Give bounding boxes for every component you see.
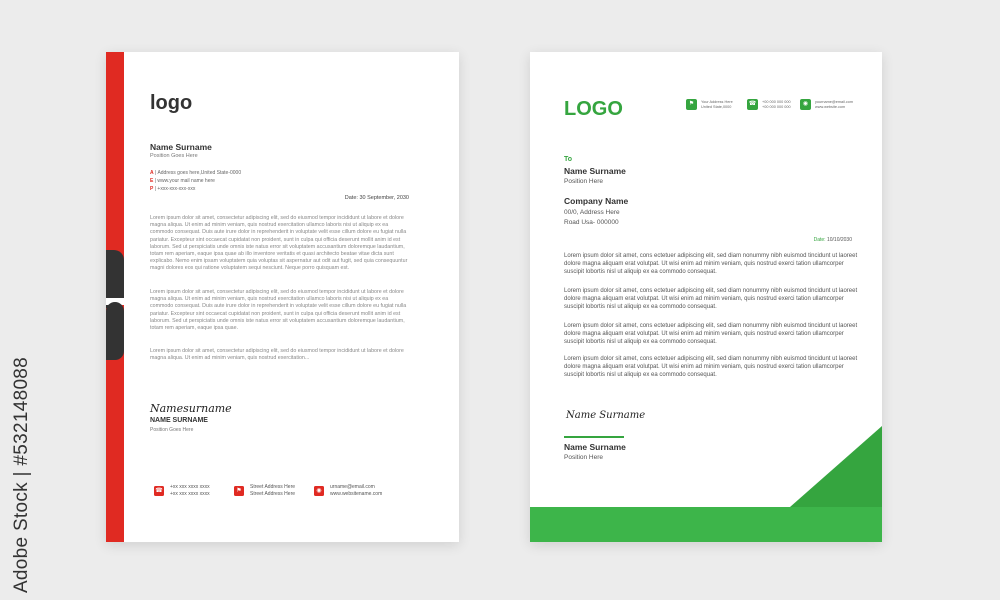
letter-date: Date: 30 September, 2030 <box>344 195 409 201</box>
header-line: yourname@email.com <box>815 99 854 104</box>
header-phone <box>747 99 791 110</box>
company-name: Company Name <box>564 196 629 206</box>
logo: logo <box>150 92 193 114</box>
letter-date <box>814 237 852 243</box>
green-footer-band <box>530 507 882 542</box>
header-web <box>800 99 853 110</box>
header-line: +00 000 000 000 <box>762 99 791 104</box>
footer-line: Street Address Here <box>250 484 296 490</box>
contact-label: E <box>150 178 154 184</box>
stock-id-text: Adobe Stock | #532148088 <box>11 356 32 594</box>
sender-name: Name Surname <box>150 142 212 152</box>
logo: LOGO <box>564 98 623 120</box>
header-line: Your Address Here <box>701 99 733 104</box>
body-paragraph: Lorem ipsum dolor sit amet, consectetur adipiscing elit, sed do eiusmod tempor incididunt ut labore et dolore magna aliqua. Ut enim ad minim veniam, quis nostrud exercitation ullamco laboris nisi ut aliquip ex ea commodo consequat. Duis aute irure dolor in reprehenderit in voluptate velit esse cillum dolore eu fugiat nulla pariatur. Excepteur sint occaecat cupidatat non proident, sunt in culpa qui officia deserunt mollit anim id est laborum. Sed ut perspiciatis unde omnis iste natus error sit voluptatem accusantium doloremque laudantium, totam rem aperiam, eaque ipsa quae ab illo inventore veritatis et quasi architecto beatae vitae dicta sunt explicabo. Nemo enim ipsam voluptatem quia voluptas sit aspernatur aut odit aut fugit, sed quia consequuntur magni dolores eos qui ratione voluptatem sequi nesciunt. Neque porro quisquam est. <box>150 215 408 272</box>
sender-position: Position Goes Here <box>150 153 198 159</box>
green-triangle <box>790 426 882 507</box>
contact-label: P <box>150 186 154 192</box>
footer-line: +xx xxx xxxx xxxx <box>170 490 210 497</box>
contact-phone: P | +xxx-xxx-xxx-xxx <box>150 186 196 192</box>
contact-text: Address goes here,United State-0000 <box>157 170 242 176</box>
contact-text: +xxx-xxx-xxx-xxx <box>157 186 196 192</box>
date-label: Date: <box>813 237 826 243</box>
footer-line: urname@email.com <box>330 484 375 490</box>
header-line: www.website.com <box>815 104 846 109</box>
body-paragraph: Lorem ipsum dolor sit amet, cons ectetuer adipiscing elit, sed diam nonummy nibh euismod tincidunt ut laoreet dolore magna aliquam erat volutpat. Ut wisi enim ad minim veniam, quis nostrud exerci tation ullamcorper suscipit lobortis nisl ut aliquip ex ea commodo consequat. <box>564 323 858 346</box>
footer-line: +xx xxx xxxx xxxx <box>170 484 210 490</box>
location-icon: ⚑ <box>234 486 244 496</box>
footer-address <box>234 484 295 497</box>
phone-icon: ☎ <box>747 99 758 110</box>
date-value: 10/10/2030 <box>826 237 852 243</box>
globe-icon: ◉ <box>800 99 811 110</box>
footer-phone <box>154 484 210 497</box>
contact-address: A | Address goes here,United State-0000 <box>150 170 242 176</box>
footer-line: Street Address Here <box>250 490 296 497</box>
signatory-position: Position Here <box>564 454 604 461</box>
to-label: To <box>564 156 573 163</box>
body-paragraph: Lorem ipsum dolor sit amet, cons ectetuer adipiscing elit, sed diam nonummy nibh euismod tincidunt ut laoreet dolore magna aliquam erat volutpat. Ut wisi enim ad minim veniam, quis nostrud exerci tation ullamcorper suscipit lobortis nisl ut aliquip ex ea commodo consequat. <box>564 288 858 311</box>
red-letterhead <box>106 52 459 542</box>
body-paragraph: Lorem ipsum dolor sit amet, cons ectetuer adipiscing elit, sed diam nonummy nibh euismod tincidunt ut laoreet dolore magna aliquam erat volutpat. Ut wisi enim ad minim veniam, quis nostrud exerci tation ullamcorper suscipit lobortis nisl ut aliquip ex ea commodo consequat. <box>564 356 858 379</box>
signature: Namesurname <box>150 402 232 415</box>
contact-text: www.your mail name here <box>157 178 215 184</box>
signature-underline <box>564 436 624 438</box>
footer-line: www.websitename.com <box>330 490 383 497</box>
location-icon: ⚑ <box>686 99 697 110</box>
phone-icon: ☎ <box>155 487 163 494</box>
header-line: United State,0000 <box>701 104 732 109</box>
body-paragraph: Lorem ipsum dolor sit amet, consectetur adipiscing elit, sed do eiusmod tempor incididunt ut labore et dolore magna aliqua. Ut enim ad minim veniam, quis nostrud exercitation... <box>150 348 404 362</box>
address-line: 00/0, Address Here <box>564 209 620 216</box>
footer-web <box>314 484 382 497</box>
green-letterhead <box>530 52 882 542</box>
stock-watermark <box>2 356 42 594</box>
recipient-name: Name Surname <box>564 166 626 176</box>
header-line: +00 000 000 000 <box>762 104 791 109</box>
signature: Name Surname <box>566 410 646 421</box>
signatory-position: Position Goes Here <box>150 427 194 433</box>
signatory-name: Name Surname <box>564 442 626 452</box>
body-paragraph: Lorem ipsum dolor sit amet, cons ectetuer adipiscing elit, sed diam nonummy nibh euismod tincidunt ut laoreet dolore magna aliquam erat volutpat. Ut wisi enim ad minim veniam, quis nostrud exerci tation ullamcorper suscipit lobortis nisl ut aliquip ex ea commodo consequat. <box>564 253 858 276</box>
dark-accent-shape-bottom <box>106 302 124 360</box>
recipient-position: Position Here <box>564 178 604 185</box>
address-line: Road Usa- 000000 <box>564 219 619 226</box>
contact-label: A <box>150 170 154 176</box>
signatory-name: NAME SURNAME <box>150 417 208 424</box>
contact-email: E | www.your mail name here <box>150 178 215 184</box>
globe-icon: ◉ <box>314 486 324 496</box>
header-address <box>686 99 733 110</box>
body-paragraph: Lorem ipsum dolor sit amet, consectetur adipiscing elit, sed do eiusmod tempor incididunt ut labore et dolore magna aliqua. Ut enim ad minim veniam, quis nostrud exercitation ullamco laboris nisi ut aliquip ex ea commodo consequat. Duis aute irure dolor in reprehenderit in voluptate velit esse cillum dolore eu fugiat nulla pariatur. Excepteur sint occaecat cupidatat non proident, sunt in culpa qui officia deserunt mollit anim id est laborum. Sed ut perspiciatis unde omnis iste natus error sit voluptatem accusantium doloremque laudantium, totam rem aperiam, eaque ipsa quae. <box>150 289 407 332</box>
